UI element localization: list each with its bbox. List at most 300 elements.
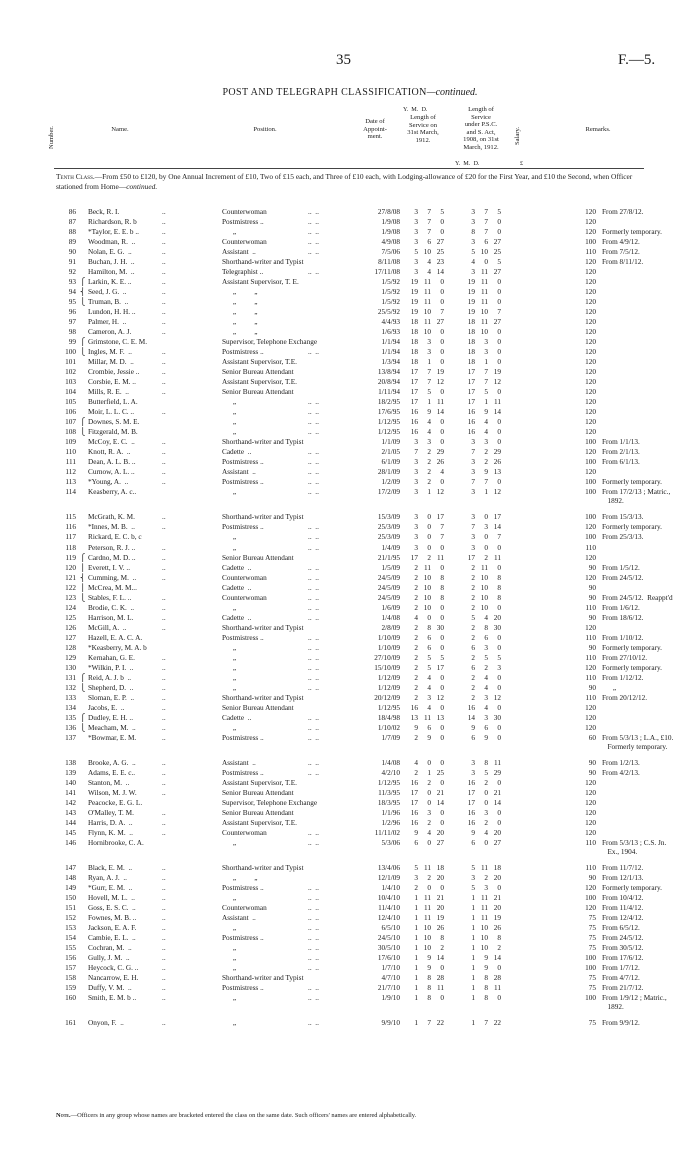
row-psc-length: 0	[497, 964, 501, 973]
row-service-length: 4	[414, 758, 418, 767]
row-psc-length: 2	[471, 563, 475, 572]
row-service-length: 8	[440, 583, 444, 592]
row-service-length: 0	[440, 633, 444, 642]
row-remarks: From 1/7/12.	[602, 964, 640, 973]
row-number: 127	[65, 633, 76, 642]
row-appointment-date: 1/4/08	[381, 613, 400, 622]
row-name: Cameron, A. J.	[88, 328, 132, 337]
row-dots: .. ..	[308, 964, 319, 973]
row-psc-length: 3	[471, 218, 475, 227]
row-number: 130	[65, 663, 76, 672]
row-name: Lundon, H. H. ..	[88, 308, 136, 317]
row-position: „ „	[222, 873, 258, 882]
row-psc-length: 27	[493, 838, 501, 847]
table-row	[0, 913, 700, 923]
row-service-length: 20	[436, 873, 444, 882]
row-position: Postmistress ..	[222, 348, 264, 357]
row-dots: .. ..	[308, 533, 319, 542]
row-psc-length: 11	[481, 894, 488, 902]
table-row	[0, 377, 700, 387]
hdr-ls-line: Service on	[408, 121, 437, 129]
row-service-length: 4	[427, 683, 431, 692]
row-service-length: 18	[410, 338, 418, 347]
row-dots: ..	[162, 278, 166, 287]
row-psc-length: 0	[484, 258, 488, 267]
row-name: Everett, I. V. ..	[88, 563, 131, 572]
row-salary: 120	[585, 388, 596, 397]
row-position: Shorthand-writer and Typist	[222, 258, 304, 267]
table-row	[0, 307, 700, 317]
row-service-length: 9	[427, 954, 431, 963]
row-service-length: 6	[427, 633, 431, 642]
row-service-length: 7	[427, 1019, 431, 1028]
row-appointment-date: 27/8/08	[377, 208, 400, 216]
row-service-length: 25	[436, 248, 444, 257]
row-service-length: 10	[423, 328, 431, 337]
row-name: Onyon, F. ..	[88, 1019, 124, 1028]
row-dots: ..	[162, 758, 166, 767]
row-psc-length: 3	[471, 238, 475, 247]
row-service-length: 0	[440, 733, 444, 742]
row-service-length: 3	[414, 208, 418, 216]
row-dots: ..	[162, 663, 166, 672]
row-remarks: Formerly temporary.	[602, 663, 662, 672]
row-dots: .. ..	[308, 218, 319, 227]
row-service-length: 10	[423, 603, 431, 612]
row-position: „	[222, 673, 237, 682]
row-psc-length: 5	[497, 258, 501, 267]
row-name: Harrison, M. L.	[88, 613, 134, 622]
row-psc-length: 3	[471, 543, 475, 552]
class-label: Tenth Class.	[56, 172, 95, 181]
row-position: „ „	[222, 318, 258, 327]
row-salary: 120	[585, 723, 596, 732]
table-row	[0, 758, 700, 768]
row-psc-length: 5	[484, 388, 488, 397]
row-salary: 120	[585, 788, 596, 797]
row-psc-length: 8	[484, 984, 488, 993]
row-position: „ „	[222, 308, 258, 317]
row-dots: ..	[162, 298, 166, 307]
table-row	[0, 993, 700, 1003]
table-row	[0, 863, 700, 873]
row-service-length: 5	[440, 653, 444, 662]
row-number: 113	[65, 478, 76, 487]
row-remarks: From 1/12/12.	[602, 673, 644, 682]
row-position: „ „	[222, 288, 258, 297]
page-number: 35	[336, 52, 351, 68]
row-number: 126	[65, 623, 76, 632]
row-salary: 75	[588, 924, 596, 933]
table-row	[0, 227, 700, 237]
row-dots: ..	[162, 308, 166, 317]
row-psc-length: 2	[497, 944, 501, 953]
row-service-length: 12	[436, 378, 444, 387]
title-main: POST AND TELEGRAPH CLASSIFICATION	[222, 87, 427, 98]
row-service-length: 4	[427, 428, 431, 437]
row-psc-length: 1	[471, 964, 475, 973]
row-service-length: 3	[427, 438, 431, 447]
row-psc-length: 21	[493, 788, 501, 797]
row-number: 110	[65, 448, 76, 457]
row-number: 122	[65, 583, 76, 592]
row-service-length: 0	[440, 348, 444, 357]
row-name: Smith, E. M. b ..	[88, 994, 137, 1003]
row-position: Postmistress ..	[222, 768, 264, 777]
row-dots: .. ..	[308, 398, 319, 407]
row-bracket: ⎩	[80, 593, 86, 602]
row-service-length: 0	[427, 788, 431, 797]
row-number: 117	[65, 533, 76, 542]
row-remarks: From 12/4/12.	[602, 914, 644, 923]
row-dots: ..	[162, 513, 166, 522]
row-psc-length: 11	[481, 268, 488, 277]
row-psc-length: 2	[484, 778, 488, 787]
row-remarks: From 24/5/12.	[602, 934, 644, 943]
row-position: „	[222, 398, 237, 407]
table-row	[0, 768, 700, 778]
row-name: Shepherd, D. ..	[88, 683, 134, 692]
header-length-service	[399, 114, 447, 144]
row-service-length: 2	[414, 673, 418, 682]
row-psc-length: 0	[497, 388, 501, 397]
row-salary: 120	[585, 798, 596, 807]
row-remarks: From 24/5/12.	[602, 573, 644, 582]
row-salary: 120	[585, 338, 596, 347]
row-salary: 120	[585, 378, 596, 387]
row-remarks: From 4/7/12.	[602, 974, 640, 983]
row-appointment-date: 1/10/09	[377, 643, 400, 652]
row-service-length: 29	[436, 448, 444, 457]
row-remarks-continued: Ex., 1904.	[602, 847, 638, 856]
table-row	[0, 873, 700, 883]
row-number: 158	[65, 974, 76, 983]
row-salary: 120	[585, 703, 596, 712]
row-psc-length: 1	[471, 1019, 475, 1028]
row-service-length: 0	[440, 298, 444, 307]
table-row	[0, 297, 700, 307]
row-dots: .. ..	[308, 713, 319, 722]
row-service-length: 7	[427, 378, 431, 387]
row-dots: ..	[162, 944, 166, 953]
row-service-length: 0	[440, 643, 444, 652]
row-service-length: 0	[440, 438, 444, 447]
row-psc-length: 1	[484, 398, 488, 407]
row-dots: ..	[162, 873, 166, 882]
row-service-length: 11	[424, 713, 431, 722]
row-salary: 90	[588, 873, 596, 882]
row-service-length: 1	[427, 398, 431, 407]
row-psc-length: 0	[484, 788, 488, 797]
row-position: Assistant Supervisor, T. E.	[222, 278, 299, 287]
row-salary: 120	[585, 523, 596, 532]
row-psc-length: 0	[497, 703, 501, 712]
row-remarks: From 25/3/13.	[602, 533, 644, 542]
row-psc-length: 10	[480, 603, 488, 612]
row-service-length: 12	[436, 693, 444, 702]
row-dots: .. ..	[308, 488, 319, 497]
row-psc-length: 26	[493, 458, 501, 467]
row-number: 142	[65, 798, 76, 807]
row-remarks: From 12/1/13.	[602, 873, 644, 882]
row-psc-length: 0	[497, 418, 501, 427]
table-row	[0, 583, 700, 593]
row-service-length: 0	[440, 543, 444, 552]
table-row	[0, 798, 700, 808]
hdr-lp-line: Length of	[468, 106, 494, 113]
row-psc-length: 0	[497, 818, 501, 827]
row-appointment-date: 12/1/09	[377, 873, 400, 882]
table-row	[0, 532, 700, 542]
row-name: Palmer, H. ..	[88, 318, 127, 327]
table-row	[0, 593, 700, 603]
row-psc-length: 9	[484, 408, 488, 417]
row-psc-length: 11	[494, 984, 501, 993]
row-psc-length: 2	[471, 623, 475, 632]
row-service-length: 20	[436, 828, 444, 837]
row-salary: 75	[588, 934, 596, 943]
row-number: 118	[65, 543, 76, 552]
row-salary: 120	[585, 228, 596, 237]
table-row	[0, 613, 700, 623]
row-service-length: 0	[427, 533, 431, 542]
row-name: Wilson, M. J. W.	[88, 788, 137, 797]
row-service-length: 7	[427, 218, 431, 227]
row-position: „	[222, 994, 237, 1003]
row-salary: 120	[585, 288, 596, 297]
row-service-length: 6	[427, 643, 431, 652]
row-psc-length: 3	[484, 883, 488, 892]
row-psc-length: 11	[481, 863, 488, 872]
row-salary: 120	[585, 663, 596, 672]
row-psc-length: 5	[471, 863, 475, 872]
row-remarks: From 2/1/13.	[602, 448, 640, 457]
row-position: Shorthand-writer and Typist	[222, 623, 304, 632]
row-name: Curnow, A. L. ..	[88, 468, 135, 477]
row-dots: ..	[162, 954, 166, 963]
row-psc-length: 17	[467, 378, 475, 387]
row-salary: 120	[585, 428, 596, 437]
row-service-length: 2	[427, 778, 431, 787]
row-number: 138	[65, 758, 76, 767]
table-row	[0, 477, 700, 487]
row-psc-length: 2	[484, 448, 488, 457]
row-position: Assistant Supervisor, T.E.	[222, 378, 297, 387]
row-psc-length: 19	[493, 368, 501, 377]
header-pound: £	[520, 160, 524, 167]
row-psc-length: 0	[484, 513, 488, 522]
row-number: 90	[68, 248, 76, 257]
row-service-length: 11	[424, 563, 431, 572]
row-service-length: 27	[436, 318, 444, 327]
row-service-length: 6	[414, 838, 418, 847]
row-name: Dudley, E. H. ..	[88, 713, 134, 722]
row-dots: .. ..	[308, 663, 319, 672]
row-psc-length: 16	[467, 818, 475, 827]
table-row-continuation	[0, 848, 700, 857]
row-dots: .. ..	[308, 683, 319, 692]
row-appointment-date: 4/7/10	[381, 974, 400, 983]
row-salary: 120	[585, 358, 596, 367]
row-number: 133	[65, 693, 76, 702]
row-name: Crombie, Jessie ..	[88, 368, 140, 377]
row-number: 107	[65, 418, 76, 427]
row-number: 106	[65, 408, 76, 417]
row-number: 152	[65, 914, 76, 923]
row-remarks-continued: Formerly temporary.	[602, 742, 668, 751]
row-service-length: 0	[440, 683, 444, 692]
row-salary: 100	[585, 478, 596, 487]
row-psc-length: 0	[497, 808, 501, 817]
row-service-length: 14	[436, 408, 444, 417]
row-name: Keasberry, A. c..	[88, 488, 137, 497]
row-service-length: 3	[414, 488, 418, 497]
row-dots: ..	[162, 778, 166, 787]
row-position: „	[222, 643, 237, 652]
row-psc-length: 1	[471, 924, 475, 933]
hdr-ls-line: 1912.	[415, 136, 431, 144]
row-psc-length: 4	[484, 703, 488, 712]
row-remarks: From 1/5/12.	[602, 563, 640, 572]
row-service-length: 3	[414, 438, 418, 447]
row-number: 145	[65, 828, 76, 837]
row-dots: ..	[162, 238, 166, 247]
row-position: „	[222, 924, 237, 933]
hdr-lp-line: Service	[471, 113, 491, 121]
row-dots: ..	[162, 964, 166, 973]
row-salary: 100	[585, 513, 596, 522]
row-position: Shorthand-writer and Typist	[222, 974, 304, 983]
row-bracket: ⎩	[80, 683, 86, 692]
row-number: 151	[65, 904, 76, 913]
row-number: 97	[68, 318, 76, 327]
row-service-length: 26	[436, 924, 444, 933]
row-dots: ..	[162, 894, 166, 902]
row-name: O'Malley, T. M.	[88, 808, 134, 817]
row-number: 108	[65, 428, 76, 437]
row-name: Butterfield, L. A.	[88, 398, 138, 407]
row-psc-length: 2	[471, 603, 475, 612]
row-psc-length: 16	[467, 778, 475, 787]
row-service-length: 2	[427, 458, 431, 467]
table-row	[0, 683, 700, 693]
row-salary: 110	[585, 673, 596, 682]
row-psc-length: 27	[493, 318, 501, 327]
row-appointment-date: 21/1/95	[377, 553, 400, 562]
row-number: 86	[68, 208, 76, 216]
row-service-length: 2	[427, 553, 431, 562]
row-appointment-date: 10/4/10	[377, 894, 400, 902]
row-service-length: 11	[424, 318, 431, 327]
row-service-length: 2	[414, 583, 418, 592]
row-service-length: 18	[410, 348, 418, 357]
row-position: Assistant Supervisor, T.E.	[222, 778, 297, 787]
row-service-length: 10	[423, 944, 431, 953]
row-psc-length: 1	[471, 944, 475, 953]
row-appointment-date: 1/7/10	[381, 964, 400, 973]
row-psc-length: 0	[497, 643, 501, 652]
row-name: Rickard, E. C. b, c	[88, 533, 142, 542]
row-psc-length: 10	[480, 924, 488, 933]
row-dots: ..	[162, 348, 166, 357]
row-service-length: 7	[440, 533, 444, 542]
row-appointment-date: 1/12/95	[377, 778, 400, 787]
row-psc-length: 2	[484, 873, 488, 882]
row-appointment-date: 18/4/98	[377, 713, 400, 722]
row-appointment-date: 1/4/10	[381, 883, 400, 892]
row-name: *Bowmar, E. M.	[88, 733, 137, 742]
row-service-length: 23	[436, 258, 444, 267]
row-dots: ..	[162, 768, 166, 777]
row-position: Counterwoman	[222, 573, 267, 582]
row-psc-length: 4	[484, 673, 488, 682]
row-service-length: 19	[410, 308, 418, 317]
row-remarks: From 1/2/13.	[602, 758, 640, 767]
table-row	[0, 563, 700, 573]
row-position: „	[222, 488, 237, 497]
row-salary: 120	[585, 348, 596, 357]
row-number: 132	[65, 683, 76, 692]
row-dots: .. ..	[308, 348, 319, 357]
row-name: Ingles, M. F. ..	[88, 348, 132, 357]
row-remarks: From 6/5/12.	[602, 924, 640, 933]
row-service-length: 10	[423, 593, 431, 602]
row-remarks: From 1/1/13.	[602, 438, 640, 447]
row-dots: .. ..	[308, 448, 319, 457]
row-bracket: ⎪	[80, 563, 86, 572]
row-psc-length: 6	[471, 838, 475, 847]
row-name: Duffy, V. M. ..	[88, 984, 132, 993]
row-bracket: ⎩	[80, 723, 86, 732]
table-row	[0, 633, 700, 643]
row-psc-length: 6	[471, 643, 475, 652]
row-salary: 90	[588, 583, 596, 592]
row-number: 124	[65, 603, 76, 612]
row-psc-length: 18	[467, 328, 475, 337]
row-dots: ..	[162, 703, 166, 712]
row-appointment-date: 1/5/09	[381, 563, 400, 572]
page-title	[0, 87, 700, 98]
row-position: Postmistress ..	[222, 458, 264, 467]
table-row	[0, 553, 700, 563]
row-psc-length: 11	[494, 553, 501, 562]
row-salary: 120	[585, 818, 596, 827]
row-psc-length: 5	[471, 248, 475, 257]
row-salary: 90	[588, 758, 596, 767]
row-service-length: 19	[410, 278, 418, 287]
row-name: *Keasberry, M. A. b	[88, 643, 147, 652]
row-number: 93	[68, 278, 76, 287]
row-dots: .. ..	[308, 894, 319, 902]
row-service-length: 2	[414, 643, 418, 652]
row-psc-length: 0	[497, 298, 501, 307]
row-service-length: 0	[440, 288, 444, 297]
row-dots: .. ..	[308, 733, 319, 742]
row-name: Jacobs, E. ..	[88, 703, 125, 712]
row-service-length: 13	[410, 713, 418, 722]
row-dots: ..	[162, 318, 166, 327]
row-service-length: 17	[410, 368, 418, 377]
row-psc-length: 3	[484, 693, 488, 702]
row-psc-length: 3	[471, 468, 475, 477]
row-dots: ..	[162, 468, 166, 477]
row-number: 140	[65, 778, 76, 787]
row-service-length: 2	[414, 683, 418, 692]
row-name: Stanton, M. ..	[88, 778, 130, 787]
row-psc-length: 13	[493, 468, 501, 477]
row-service-length: 7	[414, 448, 418, 457]
row-dots: .. ..	[308, 248, 319, 257]
